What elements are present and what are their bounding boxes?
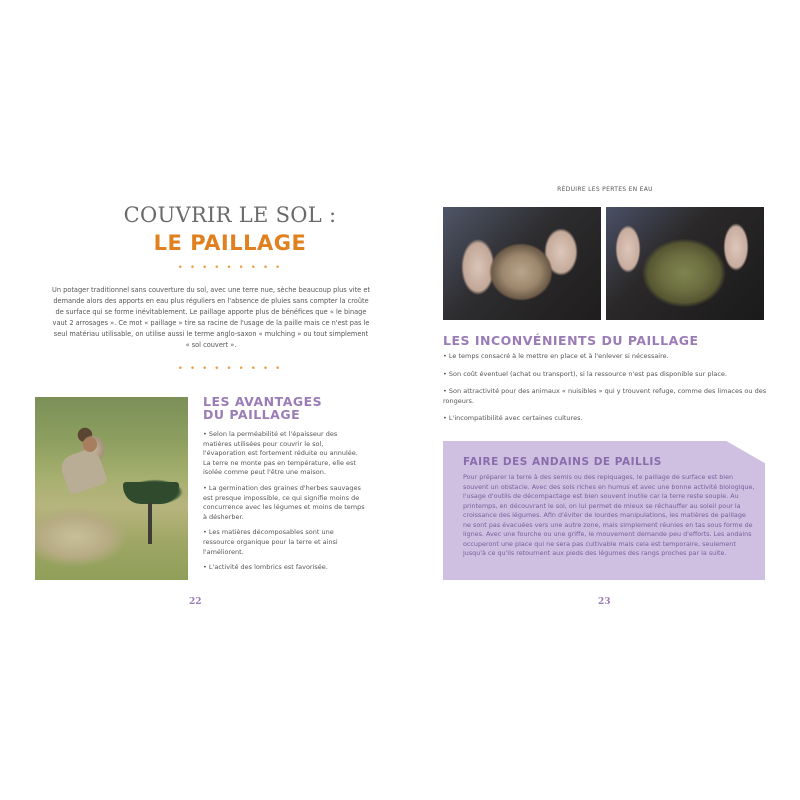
section-title-disadvantages: LES INCONVÉNIENTS DU PAILLAGE	[443, 333, 699, 348]
section-title-advantages-line2: DU PAILLAGE	[203, 407, 301, 422]
bullet-icon: •	[203, 528, 207, 537]
photo-wheelbarrow	[123, 482, 179, 504]
disadvantages-list	[443, 352, 768, 432]
list-item-text: L'incompatibilité avec certaines cultures.	[448, 414, 583, 423]
sidebar-box-text: Pour préparer la terre à des semis ou des repiquages, le paillage de surface est bien souvent un obstacle. Avec des sols riches en humus et avec une bonne activité biologique, l'usage d'outils de décompactage est bien souvent inutile car la terre reste souple. Au printemps, en découvrant le sol, on lui permet de mieux se réchauffer au soleil pour la croissance des légumes. Afin d'éviter de lourdes manipulations, les matières de paillage ne sont pas évacuées vers une autre zone, mais simplement réunies en tas sous forme de lignes. Avec une fourche ou une griffe, le mouvement demande peu d'efforts. Les andains occuperont une place qui ne sera pas cultivable mais cela est temporaire, seulement jusqu'à ce qu'ils retournent aux pieds des légumes des rangs proches par la suite.	[463, 473, 755, 557]
list-item-text: Les matières décomposables sont une ressource organique pour la terre et ainsi l'améliorent.	[203, 528, 338, 556]
bullet-icon: •	[443, 369, 447, 378]
list-item	[203, 430, 367, 478]
list-item	[203, 563, 367, 573]
bullet-icon: •	[443, 387, 447, 396]
advantages-list	[203, 430, 367, 579]
list-item	[443, 352, 768, 362]
bullet-icon: •	[203, 563, 207, 572]
list-item-text: L'activité des lombrics est favorisée.	[208, 563, 328, 572]
list-item	[203, 484, 367, 522]
list-item	[443, 414, 768, 424]
ornament-dots-top: • • • • • • • • •	[177, 263, 283, 273]
photo-figure-head	[83, 437, 97, 452]
bullet-icon: •	[203, 483, 207, 492]
running-head: RÉDUIRE LES PERTES EN EAU	[557, 186, 653, 193]
photo-figure-body	[58, 446, 109, 495]
section-title-advantages	[203, 395, 373, 421]
photo-hands-grass-mulch	[606, 207, 764, 320]
list-item-text: La germination des graines d'herbes sauvages est presque impossible, ce qui signifie moins de concurrence avec les légumes et moins de temps à désherber.	[203, 483, 365, 521]
list-item-text: Selon la perméabilité et l'épaisseur des matières utilisées pour couvrir le sol, l'évaporation est fortement réduite ou annulée. La terre ne monte pas en température, elle est isolée comme peut l'être une maison.	[203, 430, 358, 477]
list-item	[203, 528, 367, 557]
chapter-title-line1: COUVRIR LE SOL :	[123, 203, 337, 227]
page-number-left: 22	[189, 597, 202, 607]
list-item-text: Le temps consacré à le mettre en place et à l'enlever si nécessaire.	[448, 352, 669, 360]
photo-hands-dead-leaves	[443, 207, 601, 320]
ornament-dots-bottom: • • • • • • • • •	[177, 364, 283, 374]
sidebar-box-title: FAIRE DES ANDAINS DE PAILLIS	[463, 456, 662, 468]
list-item	[443, 370, 768, 380]
bullet-icon: •	[443, 414, 447, 423]
chapter-title-line2: LE PAILLAGE	[153, 231, 307, 255]
photo-gardener-wheelbarrow	[35, 397, 188, 580]
bullet-icon: •	[443, 352, 447, 360]
list-item	[443, 387, 768, 406]
page-number-right: 23	[598, 597, 611, 607]
bullet-icon: •	[203, 430, 207, 438]
section-title-advantages-line1: LES AVANTAGES	[203, 394, 323, 409]
list-item-text: Son coût éventuel (achat ou transport), si la ressource n'est pas disponible sur place.	[448, 369, 727, 378]
photo-wheelbarrow-leg	[148, 502, 152, 544]
list-item-text: Son attractivité pour des animaux « nuisibles » qui y trouvent refuge, comme des limaces ou des rongeurs.	[443, 387, 767, 405]
intro-paragraph: Un potager traditionnel sans couverture du sol, avec une terre nue, sèche beaucoup plus vite et demande alors des apports en eau plus réguliers en l'absence de pluies sans compter la croûte de surface qui se forme inévitablement. Le paillage apporte plus de bénéfices que « le binage vaut 2 arrosages ». Ce mot « paillage » tire sa racine de l'usage de la paille mais ce n'est pas le seul matériau utilisable, on utilise aussi le terme anglo-saxon « mulching » ou tout simplement « sol couvert ».	[52, 286, 370, 349]
